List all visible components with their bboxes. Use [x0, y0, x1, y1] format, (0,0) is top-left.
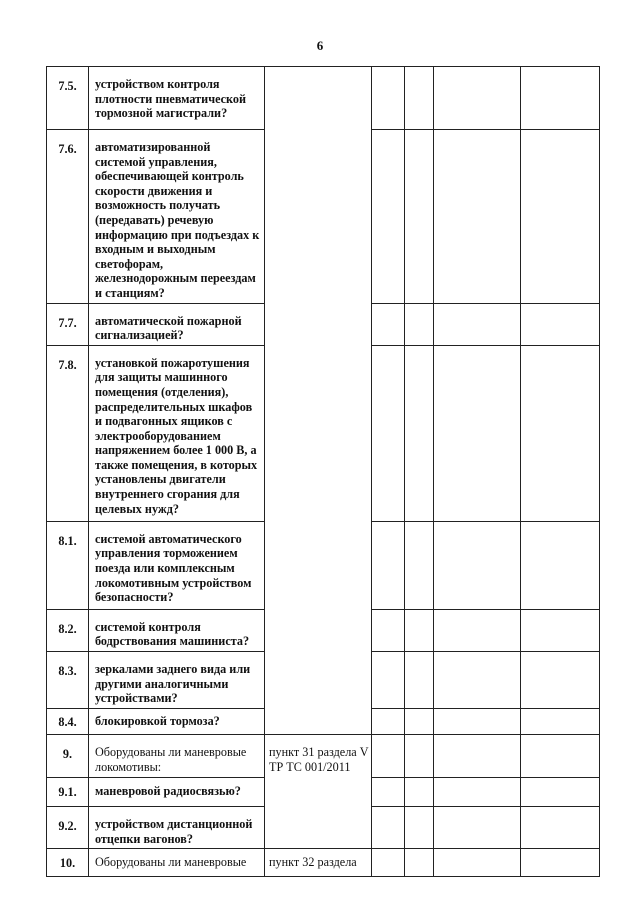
table-row — [47, 67, 600, 130]
answer-yes-cell — [372, 849, 405, 877]
item-question: зеркалами заднего вида или другими аналогичными устройствами? — [89, 651, 265, 708]
item-number: 8.4. — [47, 708, 89, 734]
item-number: 8.2. — [47, 609, 89, 651]
item-number: 8.3. — [47, 651, 89, 708]
not-applicable-cell — [434, 67, 521, 130]
answer-yes-cell — [372, 67, 405, 130]
item-question: Оборудованы ли маневровые локомотивы: — [89, 734, 265, 777]
item-number: 9. — [47, 734, 89, 777]
note-cell — [521, 67, 600, 130]
answer-yes-cell — [372, 609, 405, 651]
answer-yes-cell — [372, 806, 405, 848]
not-applicable-cell — [434, 651, 521, 708]
answer-no-cell — [405, 609, 434, 651]
item-number: 7.7. — [47, 303, 89, 345]
not-applicable-cell — [434, 609, 521, 651]
item-number: 9.2. — [47, 806, 89, 848]
answer-no-cell — [405, 777, 434, 806]
answer-no-cell — [405, 130, 434, 304]
not-applicable-cell — [434, 734, 521, 777]
item-question: системой контроля бодрствования машиниста? — [89, 609, 265, 651]
not-applicable-cell — [434, 521, 521, 609]
table-row — [47, 849, 600, 877]
answer-no-cell — [405, 651, 434, 708]
answer-no-cell — [405, 345, 434, 521]
item-number: 7.8. — [47, 345, 89, 521]
answer-no-cell — [405, 734, 434, 777]
checklist-table — [46, 66, 600, 877]
note-cell — [521, 521, 600, 609]
item-question: системой автоматического управления торможением поезда или комплексным локомотивным устройством безопасности? — [89, 521, 265, 609]
item-question: устройством контроля плотности пневматической тормозной магистрали? — [89, 67, 265, 130]
note-cell — [521, 708, 600, 734]
note-cell — [521, 130, 600, 304]
note-cell — [521, 303, 600, 345]
item-number: 7.6. — [47, 130, 89, 304]
answer-yes-cell — [372, 708, 405, 734]
item-number: 7.5. — [47, 67, 89, 130]
note-cell — [521, 345, 600, 521]
requirement-reference: пункт 31 раздела V ТР ТС 001/2011 — [265, 734, 372, 848]
item-question: блокировкой тормоза? — [89, 708, 265, 734]
item-question: Оборудованы ли маневровые — [89, 849, 265, 877]
answer-yes-cell — [372, 651, 405, 708]
item-question: установкой пожаротушения для защиты машинного помещения (отделения), распределительных шкафов и подвагонных ящиков с электрооборудованием напряжением более 1 000 В, а также помещения, в которых установлены двигатели внутреннего сгорания для целевых нужд? — [89, 345, 265, 521]
answer-no-cell — [405, 67, 434, 130]
item-question: автоматизированной системой управления, обеспечивающей контроль скорости движения и возможность получать (передавать) речевую информацию при подъездах к входным и выходным светофорам, железнодорожным переездам и станциям? — [89, 130, 265, 304]
table-row — [47, 734, 600, 777]
not-applicable-cell — [434, 130, 521, 304]
item-question: маневровой радиосвязью? — [89, 777, 265, 806]
answer-no-cell — [405, 303, 434, 345]
answer-yes-cell — [372, 130, 405, 304]
not-applicable-cell — [434, 806, 521, 848]
item-number: 8.1. — [47, 521, 89, 609]
page-number: 6 — [316, 38, 324, 53]
answer-yes-cell — [372, 345, 405, 521]
not-applicable-cell — [434, 708, 521, 734]
note-cell — [521, 777, 600, 806]
note-cell — [521, 609, 600, 651]
answer-yes-cell — [372, 777, 405, 806]
note-cell — [521, 651, 600, 708]
not-applicable-cell — [434, 345, 521, 521]
requirement-reference: пункт 32 раздела — [265, 849, 372, 877]
answer-no-cell — [405, 806, 434, 848]
answer-no-cell — [405, 849, 434, 877]
answer-yes-cell — [372, 734, 405, 777]
not-applicable-cell — [434, 849, 521, 877]
answer-no-cell — [405, 521, 434, 609]
note-cell — [521, 734, 600, 777]
note-cell — [521, 849, 600, 877]
requirement-reference-cell — [265, 67, 372, 735]
not-applicable-cell — [434, 777, 521, 806]
answer-yes-cell — [372, 521, 405, 609]
item-question: устройством дистанционной отцепки вагонов? — [89, 806, 265, 848]
not-applicable-cell — [434, 303, 521, 345]
answer-yes-cell — [372, 303, 405, 345]
item-number: 9.1. — [47, 777, 89, 806]
item-number: 10. — [47, 849, 89, 877]
item-question: автоматической пожарной сигнализацией? — [89, 303, 265, 345]
answer-no-cell — [405, 708, 434, 734]
note-cell — [521, 806, 600, 848]
